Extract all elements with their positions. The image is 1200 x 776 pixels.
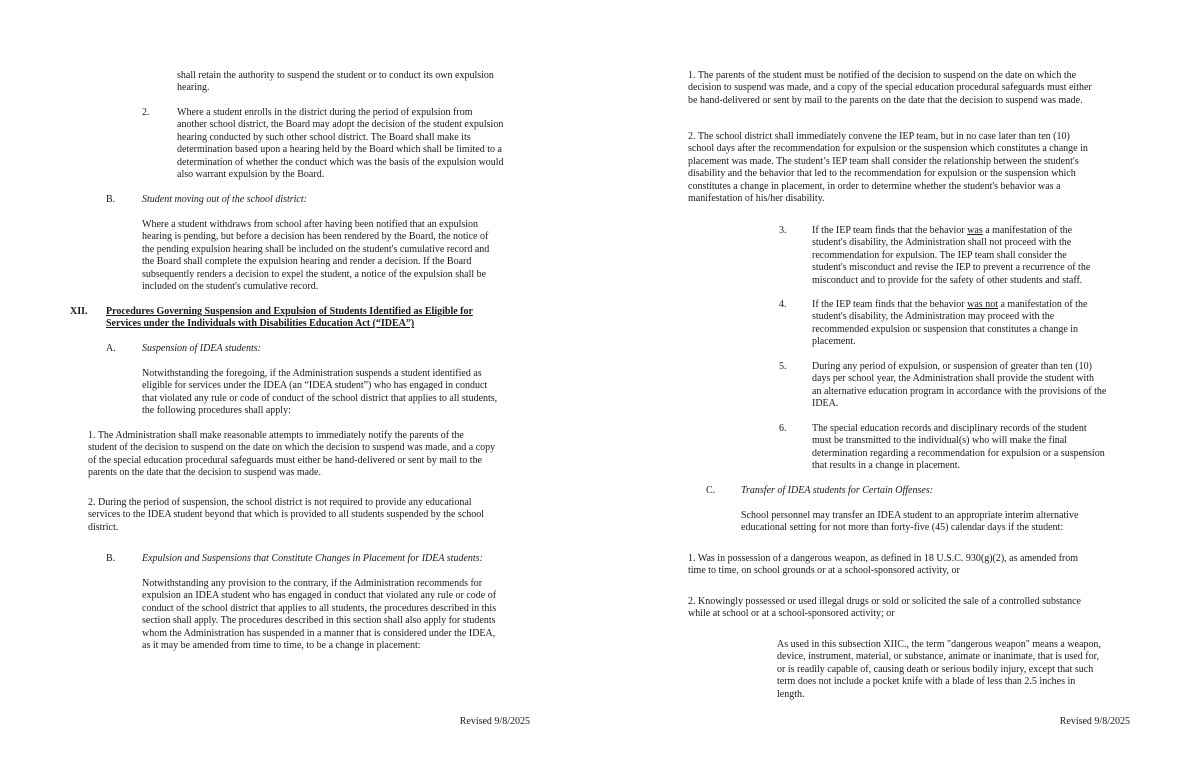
text-line: determination regarding a recommendation for expulsion or a suspension — [812, 447, 1105, 459]
text-line: eligible for services under the IDEA (an “IDEA student”) who has engaged in conduct — [142, 380, 488, 392]
text-line: as it may be amended from time to time, to be a change in placement: — [142, 639, 421, 651]
text-line: 1. Was in possession of a dangerous weapon, as defined in 18 U.S.C. 930(g)(2), as amended from — [688, 553, 1079, 564]
text-line: manifestation of his/her disability. — [688, 192, 825, 204]
text-line: also warrant expulsion by the Board. — [177, 168, 325, 180]
text-line: length. — [777, 688, 805, 700]
text-line: disability and the behavior that led to the recommendation for expulsion or the suspension which — [688, 168, 1076, 180]
paragraph-notwithstanding-provision — [142, 578, 496, 652]
text-line: student's disability, the Administration may proceed with the — [812, 311, 1055, 323]
text-line: subsequently renders a decision to expel the student, a notice of the expulsion shall be — [142, 268, 487, 280]
text-line: Suspension of IDEA students: — [142, 343, 261, 354]
paragraph-notwithstanding-foregoing — [142, 368, 497, 418]
text-line: Where a student enrolls in the district during the period of expulsion from — [177, 107, 473, 118]
text-line: of the special education procedural safeguards must either be hand-delivered or sent by mail to the — [88, 454, 483, 466]
text-line: hearing is pending, but before a decision has been rendered by the Board, the notice of — [142, 231, 489, 243]
list-item-convene-iep — [688, 131, 1088, 205]
text-line: educational setting for not more than forty-five (45) calendar days if the student: — [741, 522, 1064, 534]
text-line: IDEA. — [812, 398, 839, 410]
text-line: 2. During the period of suspension, the school district is not required to provide any educational — [88, 497, 472, 508]
text-line: The special education records and disciplinary records of the student — [812, 423, 1087, 434]
text-line: 2. The school district shall immediately convene the IEP team, but in no case later than ten (10) — [688, 131, 1070, 142]
paragraph-weapon-definition — [777, 639, 1101, 701]
text-line: be hand-delivered or sent by mail to the parents on the date that the decision to suspend was made. — [688, 94, 1083, 106]
paragraph-withdraws — [142, 219, 489, 293]
text-line: device, instrument, material, or substance, animate or inanimate, that is used for, — [777, 651, 1099, 663]
text-line: time to time, on school grounds or at a school-sponsored activity, or — [688, 565, 960, 577]
text-line: shall retain the authority to suspend the student or to conduct its own expulsion — [177, 70, 494, 81]
section-letter: B. — [106, 553, 116, 564]
paragraph-school-personnel — [741, 510, 1078, 535]
text-line: 1. The parents of the student must be notified of the decision to suspend on the date on which the — [688, 70, 1077, 81]
item-alternative-education — [812, 361, 1106, 411]
text-line: School personnel may transfer an IDEA student to an appropriate interim alternative — [741, 510, 1079, 521]
text-line: an alternative education program in accordance with the provisions of the — [812, 385, 1107, 397]
text-line: determination based upon a hearing held by the Board which shall be limited to a — [177, 144, 502, 156]
text-line: conduct of the school district that applies to all students, the procedures described in this — [142, 602, 497, 614]
text-line: hearing. — [177, 82, 210, 94]
text-line: misconduct and to provide for the safety of other students and staff. — [812, 274, 1083, 286]
text-line: student of the decision to suspend on the date on which the decision to suspend was made, and a copy — [88, 442, 496, 454]
text-line — [812, 225, 1090, 237]
text-line: whom the Administration has suspended in a manner that is considered under the IDEA, — [142, 627, 496, 639]
section-title-transfer — [741, 485, 933, 497]
text-line: Notwithstanding any provision to the contrary, if the Administration recommends for — [142, 578, 483, 589]
page-footer-revised: Revised 9/8/2025 — [1059, 716, 1130, 727]
text-line: while at school or at a school-sponsored activity; or — [688, 608, 895, 620]
section-letter: A. — [106, 343, 116, 354]
text-line: term does not include a pocket knife with a blade of less than 2.5 inches in — [777, 676, 1076, 688]
text-line: Notwithstanding the foregoing, if the Administration suspends a student identified as — [142, 368, 482, 379]
section-letter: C. — [706, 485, 716, 496]
text-line: During any period of expulsion, or suspension of greater than ten (10) — [812, 361, 1092, 372]
text-segment: If the IEP team finds that the behavior — [812, 225, 968, 236]
paragraph-retain-authority — [177, 70, 494, 95]
text-line: parents on the date that the decision to suspend was made. — [88, 467, 321, 479]
page-footer-revised: Revised 9/8/2025 — [459, 716, 530, 727]
text-line: placement was made. The student’s IEP team shall consider the relationship between the student's — [688, 155, 1079, 167]
item-number: 4. — [779, 299, 787, 310]
list-item-period-of-suspension — [88, 497, 484, 534]
list-item-dangerous-weapon — [688, 553, 1078, 578]
section-title-expulsion-placement — [142, 553, 483, 565]
text-line: 2. Knowingly possessed or used illegal drugs or sold or solicited the sale of a controlled substance — [688, 596, 1081, 607]
text-segment: If the IEP team finds that the behavior — [812, 299, 968, 310]
item-number: 2. — [142, 107, 150, 118]
text-line: school days after the recommendation for expulsion or the suspension which constitutes a change in — [688, 143, 1088, 155]
text-line: district. — [88, 521, 119, 533]
item-records-transmitted — [812, 423, 1105, 473]
text-line — [812, 299, 1087, 311]
section-title-moving-out — [142, 194, 307, 206]
text-line: constitutes a change in placement, in order to determine whether the student's behavior was a — [688, 180, 1061, 192]
text-line: recommendation for expulsion. The IEP team shall consider the — [812, 249, 1067, 261]
text-line: another school district, the Board may adopt the decision of the student expulsion — [177, 119, 504, 131]
text-line: days per school year, the Administration shall provide the student with — [812, 373, 1095, 385]
text-line: that results in a change in placement. — [812, 460, 961, 472]
item-number: 6. — [779, 423, 787, 434]
item-number: 5. — [779, 361, 787, 372]
underlined-text: was — [967, 225, 983, 236]
text-line: decision to suspend was made, and a copy of the special education procedural safeguards must either — [688, 82, 1092, 94]
list-item-parents-notified — [688, 70, 1092, 107]
text-line: student's misconduct and revise the IEP to prevent a recurrence of the — [812, 262, 1091, 274]
text-line: services to the IDEA student beyond that which is provided to all students suspended by the school — [88, 509, 485, 521]
text-line: Where a student withdraws from school after having been notified that an expulsion — [142, 219, 479, 230]
text-line: Student moving out of the school district: — [142, 194, 307, 205]
text-line: hearing conducted by such other school district. The Board shall make its — [177, 131, 471, 143]
text-line: placement. — [812, 336, 856, 348]
list-item-illegal-drugs — [688, 596, 1081, 621]
section-heading-xii — [106, 306, 473, 331]
text-line: that violated any rule or code of conduct of the school district that applies to all students, — [142, 392, 498, 404]
text-line: or is readily capable of, causing death or serious bodily injury, except that such — [777, 663, 1094, 675]
list-item-notify-parents — [88, 430, 495, 480]
text-line: Procedures Governing Suspension and Expulsion of Students Identified as Eligible for — [106, 306, 473, 317]
text-line: As used in this subsection XIIC., the term "dangerous weapon" means a weapon, — [777, 639, 1101, 650]
item-behavior-was-manifestation — [812, 225, 1090, 287]
item-enrolls-during-expulsion — [177, 107, 504, 181]
underlined-text: was not — [967, 299, 998, 310]
section-number-xii: XII. — [70, 306, 88, 317]
right-page — [600, 0, 1200, 776]
text-line: Transfer of IDEA students for Certain Offenses: — [741, 485, 934, 496]
text-line: determination of whether the conduct which was the basis of the expulsion would — [177, 156, 504, 168]
text-line: the Board shall complete the expulsion hearing and render a decision. If the Board — [142, 256, 472, 268]
text-segment: a manifestation of the — [982, 225, 1073, 236]
text-line: section shall apply. The procedures described in this section shall also apply for students — [142, 615, 496, 627]
text-line: Expulsion and Suspensions that Constitute Changes in Placement for IDEA students: — [142, 553, 483, 564]
text-line: must be transmitted to the individual(s) who will make the final — [812, 435, 1067, 447]
text-line: the pending expulsion hearing shall be included on the student's cumulative record and — [142, 243, 490, 255]
text-line: included on the student's cumulative record. — [142, 280, 319, 292]
text-line: recommended expulsion or suspension that constitutes a change in — [812, 323, 1079, 335]
item-number: 3. — [779, 225, 787, 236]
text-line: the following procedures shall apply: — [142, 405, 291, 417]
text-line: student's disability, the Administration shall not proceed with the — [812, 237, 1072, 249]
text-line: expulsion an IDEA student who has engaged in conduct that violated any rule or code of — [142, 590, 497, 602]
section-title-suspension-idea — [142, 343, 261, 355]
text-line: Services under the Individuals with Disabilities Education Act (“IDEA”) — [106, 318, 415, 330]
text-segment: a manifestation of the — [997, 299, 1088, 310]
text-line: 1. The Administration shall make reasonable attempts to immediately notify the parents of the — [88, 430, 464, 441]
section-letter: B. — [106, 194, 116, 205]
item-behavior-was-not-manifestation — [812, 299, 1087, 349]
